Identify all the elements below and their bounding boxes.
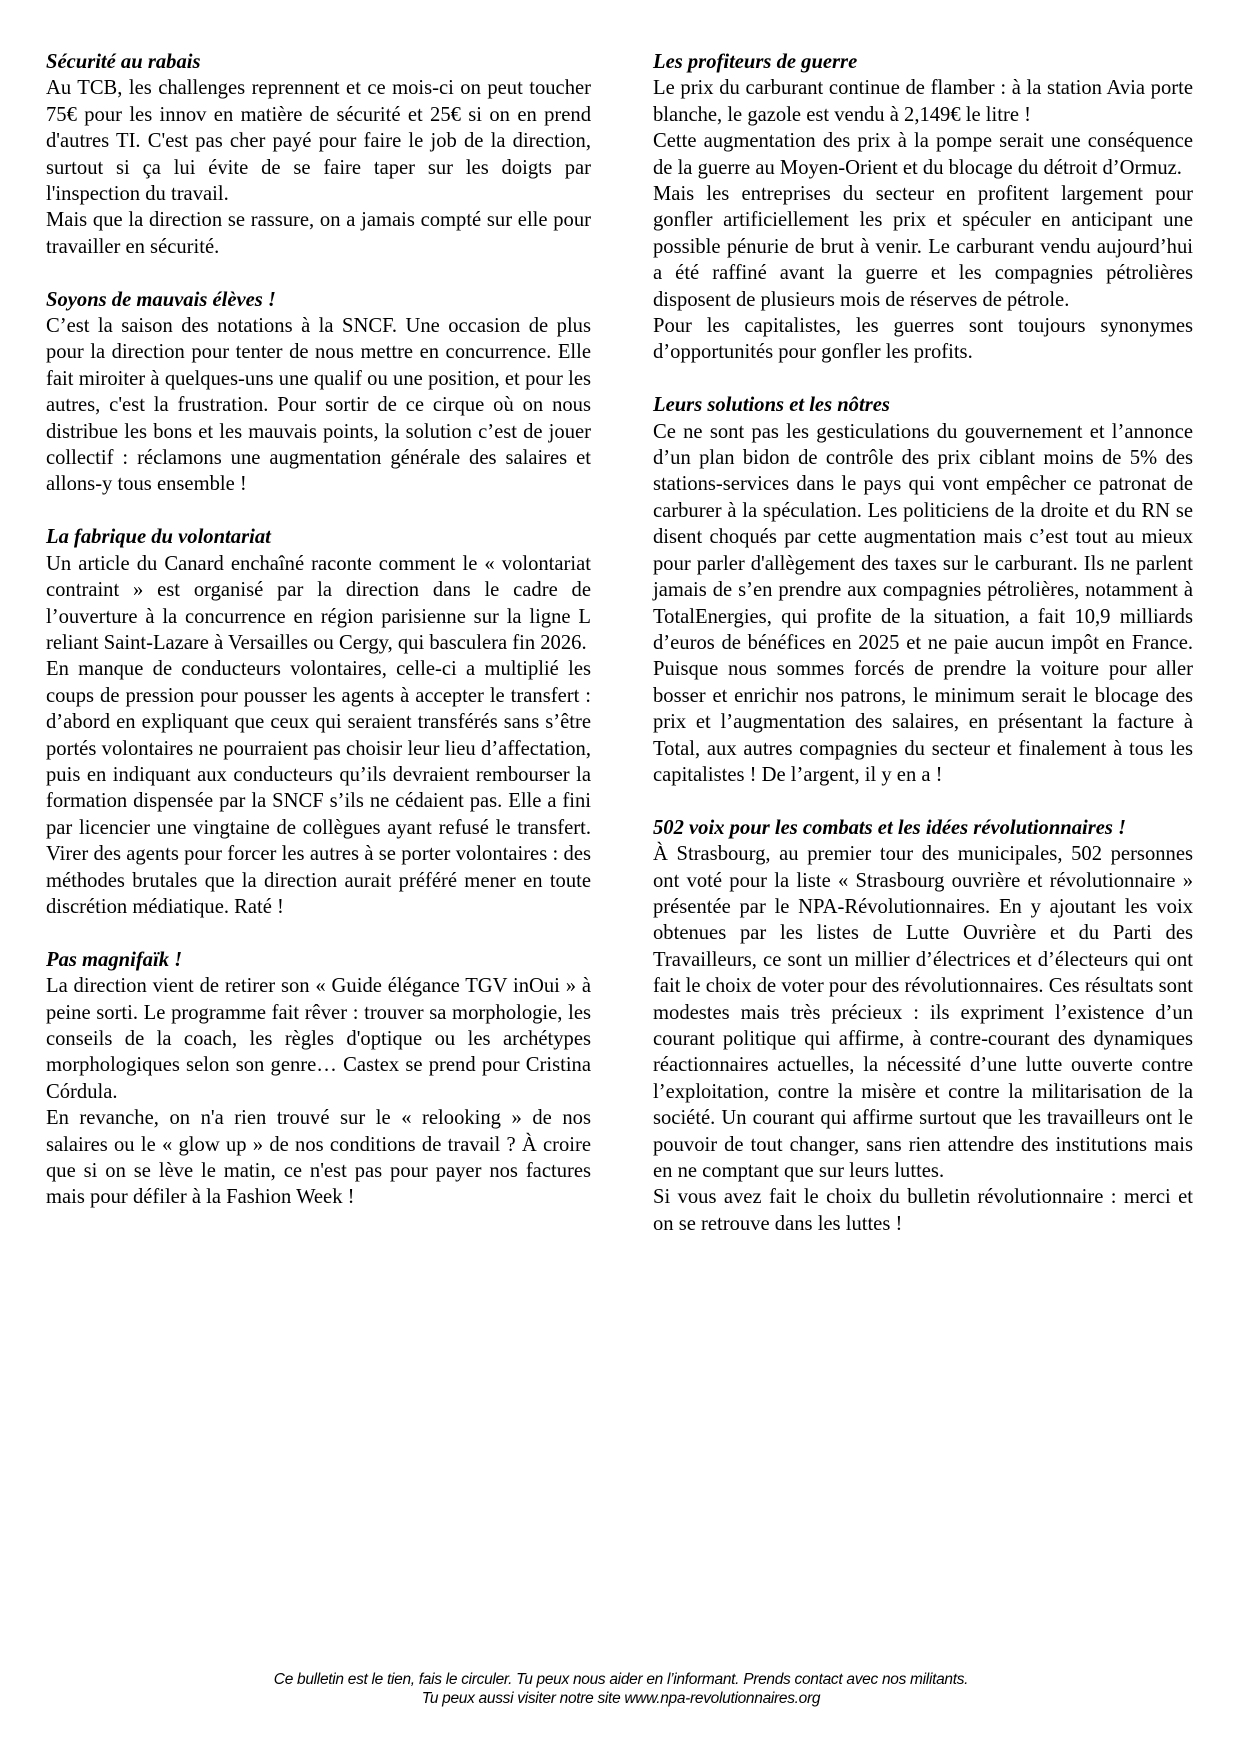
article-paragraph: Au TCB, les challenges reprennent et ce mois-ci on peut toucher 75€ pour les innov en matière de sécurité et 25€ si on en prend d'autres TI. C'est pas cher payé pour faire le job de la direction, surtout si ça lui évite de se faire taper sur les doigts par l'inspection du travail. — [46, 77, 591, 206]
article-title: Soyons de mauvais élèves ! — [46, 288, 276, 311]
article-paragraph: Pour les capitalistes, les guerres sont toujours synonymes d’opportunités pour gonfler les profits. — [653, 315, 1193, 364]
left-column — [46, 49, 591, 1237]
article-title: Leurs solutions et les nôtres — [653, 394, 890, 417]
article-paragraph: Ce ne sont pas les gesticulations du gouvernement et l’annonce d’un plan bidon de contrôle des prix ciblant moins de 5% des stations-services dans le pays qui vont empêcher ce patronat de carburer à la spéculation. Les politiciens de la droite et du RN se disent choqués par cette augmentation mais c’est tout au mieux pour parler d'allègement des taxes sur le carburant. Ils ne parlent jamais de s’en prendre aux compagnies pétrolières, notamment à TotalEnergies, qui profite de la situation, a fait 10,9 milliards d’euros de bénéfices en 2025 et ne paie aucun impôt en France. Puisque nous sommes forcés de prendre la voiture pour aller bosser et enrichir nos patrons, le minimum serait le blocage des prix et l’augmentation des salaires, en présentant la facture à Total, aux autres compagnies du secteur et finalement à tous les capitalistes ! De l’argent, il y en a ! — [653, 420, 1193, 786]
article-paragraph: La direction vient de retirer son « Guide élégance TGV inOui » à peine sorti. Le programme fait rêver : trouver sa morphologie, les conseils de la coach, les règles d'optique ou les archétypes morphologiques selon son genre… Castex se prend pour Cristina Córdula. — [46, 975, 591, 1103]
article-title: Sécurité au rabais — [46, 51, 201, 73]
article-title: 502 voix pour les combats et les idées révolutionnaires ! — [653, 816, 1127, 839]
article-pas-magnifaik — [46, 947, 591, 1211]
footer — [0, 1670, 1242, 1708]
article-paragraph: À Strasbourg, au premier tour des municipales, 502 personnes ont voté pour la liste « Strasbourg ouvrière et révolutionnaire » présentée par le NPA-Révolutionnaires. En y ajoutant les voix obtenues par les listes de Lutte Ouvrière et du Parti des Travailleurs, ce sont un millier d’électrices et d’électeurs qui ont fait le choix de voter pour des révolutionnaires. Ces résultats sont modestes mais très précieux : ils expriment l’existence d’un courant politique qui affirme, à contre-courant des dynamiques réactionnaires actuelles, la nécessité d’une lutte ouverte contre l’exploitation, contre la misère et contre la militarisation de la société. Un courant qui affirme surtout que les travailleurs ont le pouvoir de tout changer, sans rien attendre des institutions mais en ne comptant que sur leurs luttes. — [653, 843, 1193, 1183]
article-paragraph: Cette augmentation des prix à la pompe serait une conséquence de la guerre au Moyen-Orient et du blocage du détroit d’Ormuz. — [653, 130, 1193, 179]
article-paragraph: Si vous avez fait le choix du bulletin révolutionnaire : merci et on se retrouve dans les luttes ! — [653, 1186, 1193, 1235]
article-502-voix — [653, 815, 1193, 1238]
right-column — [653, 49, 1193, 1264]
footer-line-2: Tu peux aussi visiter notre site www.npa-revolutionnaires.org — [421, 1690, 821, 1707]
article-paragraph: En manque de conducteurs volontaires, celle-ci a multiplié les coups de pression pour pousser les agents à accepter le transfert : d’abord en expliquant que ceux qui seraient transférés sans s’être portés volontaires ne pourraient pas choisir leur lieu d’affectation, puis en indiquant aux conducteurs qu’ils devraient rembourser la formation dispensée par la SNCF s’ils ne cédaient pas. Elle a fini par licencier une vingtaine de collègues ayant refusé le transfert. Virer des agents pour forcer les autres à se porter volontaires : des méthodes brutales que la direction aurait préféré mener en toute discrétion médiatique. Raté ! — [46, 658, 591, 918]
footer-line-1: Ce bulletin est le tien, fais le circuler. Tu peux nous aider en l’informant. Prends contact avec nos militants. — [273, 1671, 969, 1688]
article-title: Les profiteurs de guerre — [653, 51, 858, 73]
article-title: La fabrique du volontariat — [46, 526, 271, 549]
article-paragraph: Mais les entreprises du secteur en profitent largement pour gonfler artificiellement les prix et spéculer en anticipant une possible pénurie de brut à venir. Le carburant vendu aujourd’hui a été raffiné avant la guerre et les compagnies pétrolières disposent de plusieurs mois de réserves de pétrole. — [653, 183, 1193, 311]
article-paragraph: Mais que la direction se rassure, on a jamais compté sur elle pour travailler en sécurité. — [46, 209, 591, 258]
article-profiteurs-de-guerre — [653, 49, 1193, 366]
article-soyons-de-mauvais-eleves — [46, 287, 591, 498]
article-title: Pas magnifaïk ! — [46, 948, 183, 971]
article-paragraph: En revanche, on n'a rien trouvé sur le « relooking » de nos salaires ou le « glow up » de nos conditions de travail ? À croire que si on se lève le matin, ce n'est pas pour payer nos factures mais pour défiler à la Fashion Week ! — [46, 1107, 591, 1209]
article-securite-au-rabais — [46, 49, 591, 260]
article-paragraph: C’est la saison des notations à la SNCF. Une occasion de plus pour la direction pour tenter de nous mettre en concurrence. Elle fait miroiter à quelques-uns une qualif ou une position, et pour les autres, c'est la frustration. Pour sortir de ce cirque où on nous distribue les bons et les mauvais points, la solution c’est de jouer collectif : réclamons une augmentation générale des salaires et allons-y tous ensemble ! — [46, 315, 591, 496]
article-fabrique-du-volontariat — [46, 524, 591, 920]
article-paragraph: Un article du Canard enchaîné raconte comment le « volontariat contraint » est organisé par la direction dans le cadre de l’ouverture à la concurrence en région parisienne sur la ligne L reliant Saint-Lazare à Versailles ou Cergy, qui basculera fin 2026. — [46, 552, 591, 654]
article-leurs-solutions-et-les-notres — [653, 392, 1193, 788]
article-paragraph: Le prix du carburant continue de flamber : à la station Avia porte blanche, le gazole est vendu à 2,149€ le litre ! — [653, 77, 1193, 126]
